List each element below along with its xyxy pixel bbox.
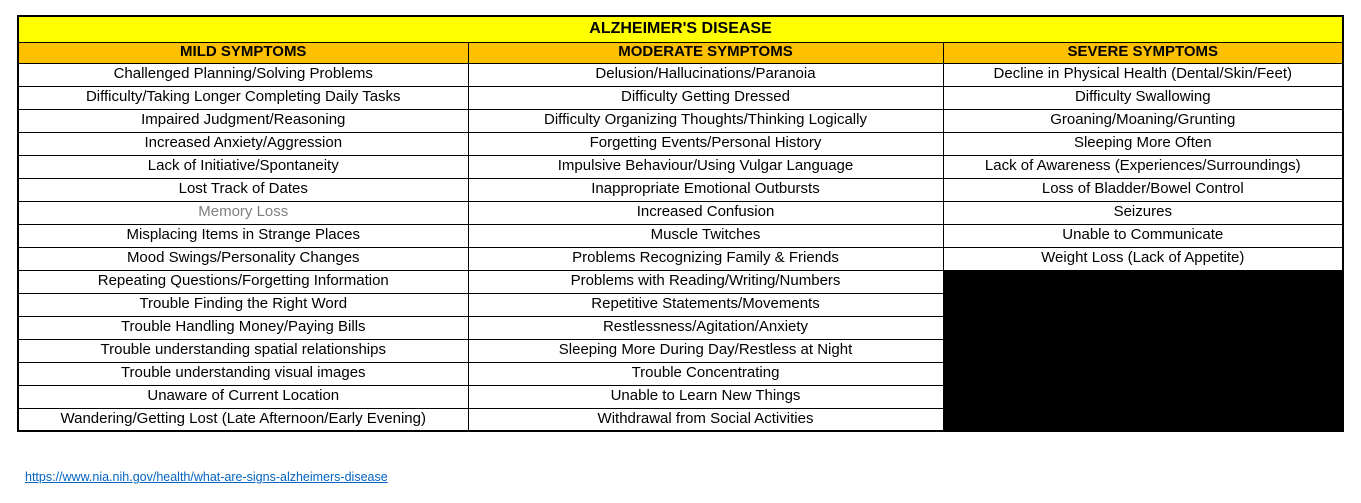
redacted-cell: [943, 339, 1343, 362]
table-row: [18, 178, 1343, 201]
symptom-cell: Difficulty Organizing Thoughts/Thinking Logically: [468, 109, 943, 132]
source-link[interactable]: https://www.nia.nih.gov/health/what-are-signs-alzheimers-disease: [25, 470, 388, 484]
table-row: [18, 408, 1343, 431]
symptom-cell: Weight Loss (Lack of Appetite): [943, 247, 1343, 270]
symptom-cell: Impaired Judgment/Reasoning: [18, 109, 468, 132]
symptom-cell: Difficulty/Taking Longer Completing Daily Tasks: [18, 86, 468, 109]
symptom-cell: Seizures: [943, 201, 1343, 224]
symptom-cell: Sleeping More During Day/Restless at Night: [468, 339, 943, 362]
symptom-cell: Repetitive Statements/Movements: [468, 293, 943, 316]
symptom-cell: Increased Confusion: [468, 201, 943, 224]
symptom-cell: Memory Loss: [18, 201, 468, 224]
symptom-cell: Misplacing Items in Strange Places: [18, 224, 468, 247]
symptom-cell: Lack of Initiative/Spontaneity: [18, 155, 468, 178]
symptom-cell: Groaning/Moaning/Grunting: [943, 109, 1343, 132]
table-title-row: [18, 16, 1343, 42]
symptom-cell: Trouble Finding the Right Word: [18, 293, 468, 316]
table-row: [18, 316, 1343, 339]
symptom-cell: Difficulty Getting Dressed: [468, 86, 943, 109]
table-row: [18, 224, 1343, 247]
symptom-cell: Impulsive Behaviour/Using Vulgar Language: [468, 155, 943, 178]
redacted-cell: [943, 362, 1343, 385]
symptom-cell: Lack of Awareness (Experiences/Surroundings): [943, 155, 1343, 178]
redacted-cell: [943, 270, 1343, 293]
table-row: [18, 132, 1343, 155]
table-row: [18, 293, 1343, 316]
symptom-cell: Mood Swings/Personality Changes: [18, 247, 468, 270]
table-row: [18, 270, 1343, 293]
symptom-cell: Challenged Planning/Solving Problems: [18, 63, 468, 86]
symptom-cell: Lost Track of Dates: [18, 178, 468, 201]
symptom-cell: Trouble understanding spatial relationships: [18, 339, 468, 362]
symptom-cell: Repeating Questions/Forgetting Information: [18, 270, 468, 293]
symptom-cell: Loss of Bladder/Bowel Control: [943, 178, 1343, 201]
table-row: [18, 155, 1343, 178]
table-row: [18, 201, 1343, 224]
symptom-cell: Forgetting Events/Personal History: [468, 132, 943, 155]
table-title: ALZHEIMER'S DISEASE: [18, 16, 1343, 42]
symptom-cell: Unable to Communicate: [943, 224, 1343, 247]
column-header-mild: MILD SYMPTOMS: [18, 42, 468, 63]
symptom-cell: Problems with Reading/Writing/Numbers: [468, 270, 943, 293]
column-header-row: [18, 42, 1343, 63]
symptom-cell: Trouble Handling Money/Paying Bills: [18, 316, 468, 339]
column-header-moderate: MODERATE SYMPTOMS: [468, 42, 943, 63]
symptom-cell: Increased Anxiety/Aggression: [18, 132, 468, 155]
redacted-cell: [943, 316, 1343, 339]
symptom-cell: Unable to Learn New Things: [468, 385, 943, 408]
symptom-cell: Unaware of Current Location: [18, 385, 468, 408]
table-row: [18, 385, 1343, 408]
symptom-cell: Withdrawal from Social Activities: [468, 408, 943, 431]
symptom-cell: Delusion/Hallucinations/Paranoia: [468, 63, 943, 86]
table-row: [18, 86, 1343, 109]
redacted-cell: [943, 408, 1343, 431]
table-row: [18, 339, 1343, 362]
symptom-cell: Sleeping More Often: [943, 132, 1343, 155]
table-row: [18, 247, 1343, 270]
alzheimers-symptoms-table: [17, 15, 1344, 432]
table-row: [18, 109, 1343, 132]
symptom-cell: Restlessness/Agitation/Anxiety: [468, 316, 943, 339]
symptom-cell: Trouble understanding visual images: [18, 362, 468, 385]
column-header-severe: SEVERE SYMPTOMS: [943, 42, 1343, 63]
redacted-cell: [943, 293, 1343, 316]
symptom-cell: Muscle Twitches: [468, 224, 943, 247]
symptom-cell: Wandering/Getting Lost (Late Afternoon/Early Evening): [18, 408, 468, 431]
symptom-cell: Inappropriate Emotional Outbursts: [468, 178, 943, 201]
symptom-cell: Decline in Physical Health (Dental/Skin/Feet): [943, 63, 1343, 86]
symptom-cell: Trouble Concentrating: [468, 362, 943, 385]
redacted-cell: [943, 385, 1343, 408]
symptom-cell: Difficulty Swallowing: [943, 86, 1343, 109]
symptom-cell: Problems Recognizing Family & Friends: [468, 247, 943, 270]
table-row: [18, 63, 1343, 86]
table-row: [18, 362, 1343, 385]
